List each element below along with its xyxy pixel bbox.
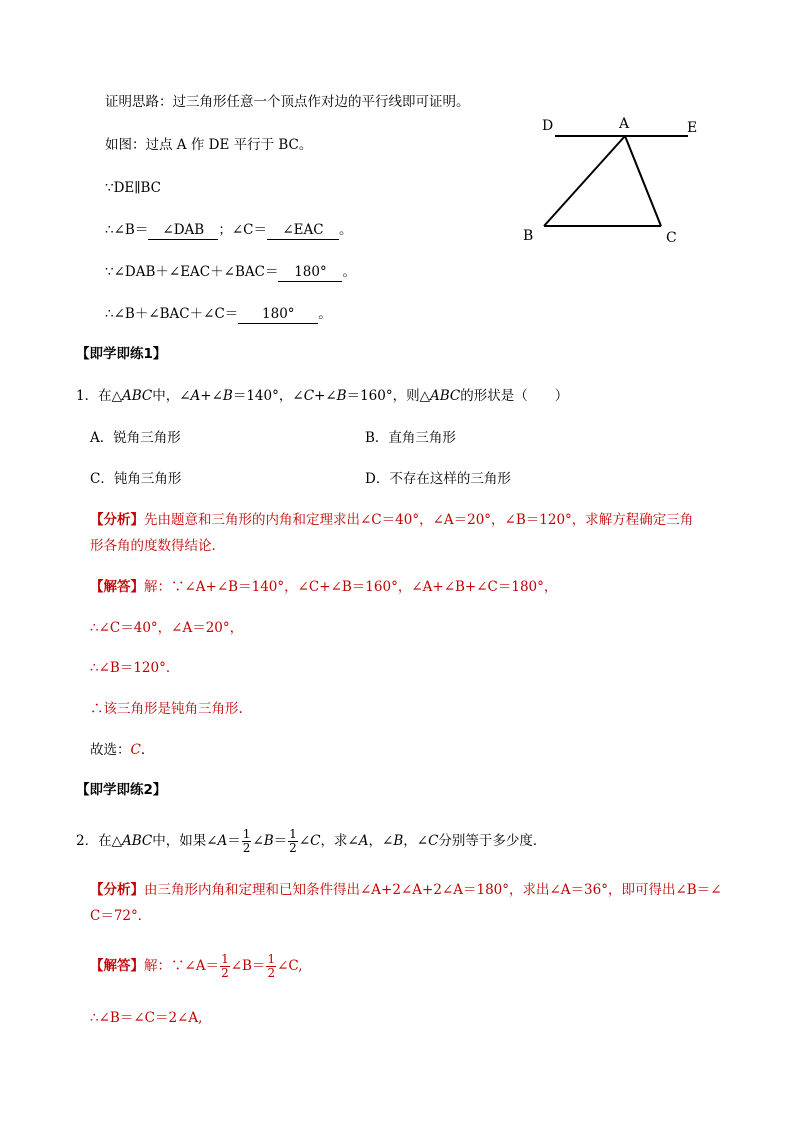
practice1-analysis-cont: 形各角的度数得结论． — [90, 538, 225, 554]
choose-value: C — [130, 742, 141, 758]
q2-text: ∠ — [298, 833, 311, 849]
answer-blank-eac: ∠EAC — [267, 221, 339, 240]
q2-text: 分别等于多少度． — [438, 833, 547, 849]
q2-text: ∠ — [252, 833, 264, 849]
answer-mid: ∠B＝ — [230, 958, 266, 974]
fraction-numerator: 1 — [267, 952, 276, 966]
q2-var: A — [358, 833, 369, 849]
fraction-numerator: 1 — [242, 827, 251, 841]
practice2-header: 【即学即练2】 — [76, 782, 167, 798]
answer-tag: 【解答】 — [90, 958, 144, 974]
answer-line1: 解：∵∠A+∠B＝140°，∠C+∠B＝160°，∠A+∠B+∠C＝180°， — [144, 579, 558, 595]
practice2-analysis — [90, 880, 722, 900]
q1-text: ＝160°，则△ — [346, 388, 430, 404]
proof-line4-end: 。 — [342, 264, 356, 280]
analysis-tag: 【分析】 — [90, 882, 144, 898]
practice2-question — [76, 827, 546, 855]
proof-line-sum2 — [105, 304, 332, 324]
practice2-answer — [90, 952, 303, 980]
q2-var: B — [263, 833, 274, 849]
side-ab — [544, 136, 625, 226]
option-a[interactable]: A．锐角三角形 — [90, 430, 181, 446]
practice2-answer-line2: ∴∠B＝∠C＝2∠A, — [90, 1010, 203, 1026]
answer-tag: 【解答】 — [90, 579, 144, 595]
proof-idea: 证明思路：过三角形任意一个顶点作对边的平行线即可证明。 — [105, 94, 470, 110]
fraction-numerator: 1 — [221, 952, 229, 966]
label-d: D — [542, 118, 554, 134]
label-e: E — [687, 120, 698, 136]
side-ac — [625, 136, 661, 226]
answer-blank-180-a: 180° — [278, 263, 342, 282]
q1-var: ABC — [429, 388, 461, 404]
label-a: A — [619, 116, 630, 132]
q2-text: ，求∠ — [320, 833, 359, 849]
q1-text: 中，∠ — [152, 388, 191, 404]
practice1-choice — [90, 740, 154, 760]
answer-blank-dab: ∠DAB — [148, 221, 218, 240]
answer-blank-180-b: 180° — [238, 305, 318, 324]
q2-number: 2． — [76, 833, 99, 849]
practice1-answer — [90, 577, 557, 597]
figure-intro: 如图：过点 A 作 DE 平行于 BC。 — [105, 137, 313, 153]
proof-line5-prefix: ∴∠B＋∠BAC＋∠C＝ — [105, 306, 239, 322]
q2-text: ，∠ — [403, 833, 429, 849]
q2-var: ABC — [121, 833, 153, 849]
proof-line3-prefix: ∴∠B＝ — [105, 222, 149, 238]
q2-var: C — [310, 833, 321, 849]
practice1-question — [76, 386, 568, 406]
option-c[interactable]: C．钝角三角形 — [90, 471, 182, 487]
label-b: B — [523, 228, 534, 244]
option-d[interactable]: D．不存在这样的三角形 — [365, 471, 511, 487]
q1-var: B — [336, 388, 347, 404]
fraction-denominator: 2 — [289, 841, 297, 855]
q1-text: ＝140°，∠ — [232, 388, 304, 404]
option-b[interactable]: B．直角三角形 — [365, 430, 456, 446]
choose-end: ． — [140, 742, 155, 758]
q1-var: ABC — [121, 388, 153, 404]
analysis-text: 由三角形内角和定理和已知条件得出∠A+2∠A+2∠A＝180°，求出∠A＝36°，即可得出∠B＝∠ — [144, 882, 722, 898]
answer-line3: ∴∠B＝120°． — [90, 660, 180, 676]
practice1-analysis — [90, 510, 693, 530]
analysis-tag: 【分析】 — [90, 512, 144, 528]
answer-line4: ∴该三角形是钝角三角形. — [90, 701, 243, 717]
proof-line3-mid: ；∠C＝ — [218, 222, 267, 238]
q2-text: 在△ — [98, 833, 122, 849]
q1-text: +∠ — [314, 388, 337, 404]
proof-line5-end: 。 — [318, 306, 332, 322]
fraction-denominator: 2 — [221, 966, 229, 980]
fraction-half — [242, 828, 252, 855]
q1-text: +∠ — [200, 388, 223, 404]
q1-text: 在△ — [98, 388, 122, 404]
fraction-half — [220, 953, 230, 980]
answer-end: ∠C, — [277, 958, 303, 974]
proof-line3-end: 。 — [338, 222, 353, 238]
label-c: C — [666, 230, 677, 246]
answer-line2: ∴∠C＝40°，∠A＝20°， — [90, 620, 244, 636]
proof-line-angles — [105, 220, 352, 240]
choose-prefix: 故选： — [90, 742, 131, 758]
fraction-half — [266, 953, 276, 980]
practice1-header: 【即学即练1】 — [76, 346, 167, 362]
fraction-numerator: 1 — [289, 827, 297, 841]
q2-text: ＝ — [227, 833, 241, 849]
q2-var: C — [428, 833, 439, 849]
q1-var: A — [190, 388, 201, 404]
answer-prefix: 解：∵∠A＝ — [144, 958, 220, 974]
practice2-analysis-cont: C＝72°． — [90, 908, 152, 924]
q2-text: ＝ — [273, 833, 288, 849]
fraction-denominator: 2 — [242, 841, 251, 855]
q2-text: 中，如果∠ — [152, 833, 218, 849]
q1-number: 1． — [76, 388, 99, 404]
because-parallel: ∵DE∥BC — [105, 180, 162, 196]
q1-text: 的形状是（ ） — [460, 388, 569, 404]
proof-line4-prefix: ∵∠DAB＋∠EAC＋∠BAC＝ — [105, 264, 279, 280]
q1-var: C — [303, 388, 315, 404]
analysis-text: 先由题意和三角形的内角和定理求出∠C＝40°，∠A＝20°，∠B＝120°，求解方程确定三角 — [144, 512, 694, 528]
fraction-denominator: 2 — [267, 966, 276, 980]
proof-line-sum1 — [105, 262, 356, 282]
q1-var: B — [222, 388, 233, 404]
q2-text: ，∠ — [368, 833, 394, 849]
q2-var: A — [217, 833, 228, 849]
fraction-half — [288, 828, 298, 855]
q2-var: B — [393, 833, 404, 849]
triangle-figure — [515, 108, 705, 248]
